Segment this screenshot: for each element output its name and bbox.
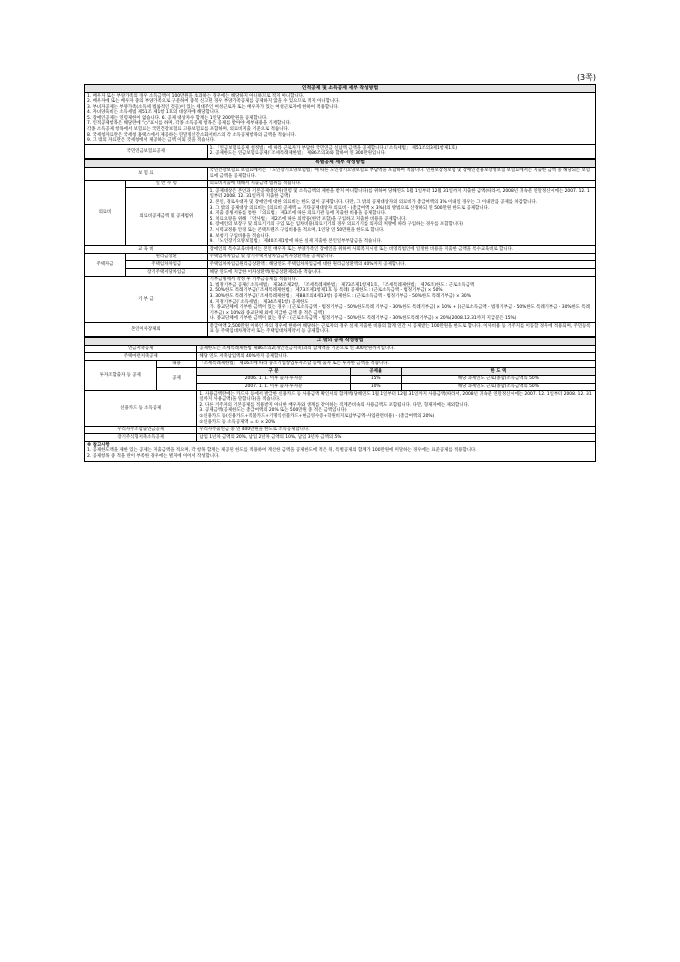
row-label: 원리금상환 bbox=[125, 253, 207, 261]
table-cell: 2006. 1. 1. 이후 출자·투자분 bbox=[197, 375, 350, 383]
row-content: 「조세특례제한법」 제16조에 따라 중소기업창업투자조합 등에 출자 또는 투자한 금액을 적습니다. bbox=[197, 360, 596, 368]
row-label: 보 험 료 bbox=[85, 167, 208, 180]
table-header: 공제율 bbox=[350, 368, 401, 376]
row-label: 연금저축공제 bbox=[85, 345, 197, 353]
row-label: 본인이사장제외 bbox=[85, 323, 208, 336]
instruction-line: 2. 배우자에 또는 배우자 중의 부양가족으로 구분하여 중복 신고된 경우 부양가족공제를 공제하지 않을 수 있으므로 적지 아니합니다. bbox=[87, 99, 340, 105]
table-cell: 10% bbox=[350, 383, 401, 391]
instruction-line: 1. 법정기부금 공제(「소득세법」 제34조제2항, 「조세특례제한법」 제73조제1항제1호, 「조세특례제한법」 제76조)한도 : 근로소득금액 bbox=[209, 282, 475, 288]
row-label: 기 부 금 bbox=[85, 276, 208, 323]
instruction-line: 5. 장애인공제는 연령제한이 없습니다. 6. 공제 대상자수 합계는 1인당 200만원을 공제합니다. bbox=[87, 115, 268, 121]
row-label: 의료비공제금액 및 공제범위 bbox=[125, 188, 207, 246]
table-cell: 2007. 1. 1. 이후 출자·투자분 bbox=[197, 383, 350, 391]
instruction-line: 3. 공제금액(공제한도는 총급여액의 20% 또는 500만원 중 적은 금액입니다) bbox=[199, 408, 347, 414]
instruction-line: 각종 소득공제 항목에서 보험료는 국민건강보험료 고용보험료를 포함하며, 의료비지출 기준으로 적습니다. bbox=[87, 127, 289, 133]
instruction-line: 5. 치료요양을 위해 「약사법」 제2조에 따른 의약품(한약 포함)을 구입하고 지출한 비용을 공제합니다. bbox=[209, 216, 407, 222]
row-label: 장기주택저당차입금 bbox=[125, 269, 207, 277]
table-cell: 해당 과세연도 근로(종합)소득금액의 50% bbox=[401, 375, 595, 383]
table-header: 구 분 bbox=[197, 368, 350, 376]
row-content: 주택임차차입금 및 장기주택저당차입금이자상환액을 공제합니다. bbox=[207, 253, 595, 261]
instruction-line: 2. 50%한도 특례기부금(「조세특례제한법」 제73조제1항제1호 등 특례) 공제한도 : (근로소득금액 - 법정기부금) × 50% bbox=[209, 288, 443, 294]
instruction-line: 나. 종교단체에 기부한 금액이 없는 경우 : (근로소득금액 - 법정기부금 - 50%한도 특례기부금 - 30%한도특례기부금) × 20%(2008.12.31까지 지급분은 15%) bbox=[209, 316, 517, 322]
row-content bbox=[197, 391, 596, 427]
row-label: 우리사주조합출연금공제 bbox=[85, 426, 197, 434]
row-content: 해당 연도에 지급한 이자상환액(원금상환제외)을 적습니다. bbox=[207, 269, 595, 277]
section-instructions bbox=[85, 93, 596, 145]
row-content: 우리사주출연금 중 연 400만원을 한도로 소득공제합니다. bbox=[197, 426, 596, 434]
instruction-line: 8. 국세청자료란은 국세청 홈택스에서 제공하는 연말정산간소화서비스의 각 소득공제항목의 금액을 적습니다. bbox=[87, 132, 297, 138]
page-number: (3쪽) bbox=[576, 73, 596, 82]
group-label: 주택자금 bbox=[85, 253, 126, 276]
instruction-line: 3. 그 밖의 공제대상 의료비는 [의료비 공제액 = 기타공제대상자 의료비 - (총급여액 × 3%)]의 방법으로 산정하되 연 500만원 한도로 공제합니다. bbox=[209, 205, 490, 211]
instruction-line: 1. 배우자 또는 부양가족의 경우 소득금액이 100만원을 초과하는 경우에는 해당하지 아니하므로 적지 아니합니다. bbox=[87, 93, 305, 99]
instruction-line: ②신용카드 등 소득공제액 = ① × 20% bbox=[199, 419, 276, 425]
instruction-line: 7. 시력교정용 안경 또는 콘택트렌즈 구입비용을 적으며, 1인당 연 50만원을 한도로 합니다. bbox=[209, 227, 385, 233]
section-title: 그 밖의 공제 작성방법 bbox=[85, 337, 596, 345]
instruction-line: ①신용카드 등(신용카드+직불카드+기명식선불카드+현금영수증+학원비지로납부금액-사업관련비용) - (총급여액의 20%) bbox=[199, 414, 435, 419]
row-content: 총급여액 2,500만원 이하인 자의 경우에 한하여 해당하는 근로자의 경우 실제 지출한 비용의 합계 연간 시 공제받는 100만원을 한도로 합니다. 이사비용 등 거주지를 이동할 경우에 적용되며, 주민등록표 등 주택임대차계약서 또는 주택임대차계약서 등 공제합니다. bbox=[207, 323, 595, 336]
instruction-line: 4. 지출 증빙서류를 통한 「의료법」 제3조에 따른 의료기관 등에 지출한 비용을 공제합니다. bbox=[209, 211, 387, 217]
instruction-line: 3. 30%한도 특례기부금(「조세특례제한법」 제88조의4제13항) 공제한도 : (근로소득금액 - 법정기부금 - 50%한도 특례기부금) × 30% bbox=[209, 293, 471, 299]
row-content: 납입 1년차 금액의 20%, 납입 2년차 금액의 10%, 납입 3년차 금액의 5% bbox=[197, 434, 596, 442]
row-content: 주택임차차입금원리금상환액 : 해당연도 주택임차차입금에 대한 원리금상환액의 40%까지 공제합니다. bbox=[207, 261, 595, 269]
instruction-line: 3. 부녀자공제는 부양가족(소득세 법률적인 것들)이 있는 세대주인 여성근로자 또는 배우자가 있는 여성근로자에 한하여 적용합니다. bbox=[87, 104, 339, 110]
row-label: 일 반 수 령 bbox=[125, 180, 207, 188]
row-content bbox=[207, 145, 595, 158]
row-label: 주택마련저축공제 bbox=[85, 353, 197, 361]
instruction-line: 4. 자녀양육비는 소득세법 제51조 제1항 1호의 대상자에 해당합니다. bbox=[87, 110, 220, 116]
instruction-line: 9. 「노인장기요양보험법」 제40조제1항에 따른 실제 지출한 본인일부부담금을 적습니다. bbox=[209, 239, 383, 245]
section-special-deduction bbox=[84, 159, 596, 337]
row-label: 주택임차차입금 bbox=[125, 261, 207, 269]
group-label: 의료비 bbox=[85, 180, 126, 246]
section-personal-deduction bbox=[84, 84, 596, 159]
note-line: 1. 공제한도액을 제한 있는 공제는 지출금액을 적으며, 각 항목 합계는 제공된 한도를 적용하여 계산한 금액을 공제한도에 적은 뒤, 특별공제의 합계가 100만원에 미달하는 경우에는 표준공제를 적용합니다. bbox=[87, 448, 477, 454]
row-label: 국민연금보험료공제 bbox=[85, 145, 208, 158]
instruction-line: 7. 인적공제항목은 해당란에 "○"표시를 하며, 각종 소득공제 항목은 공제를 받아야 세부내용을 기재합니다. bbox=[87, 121, 292, 127]
row-content: 공제한도는 조세특례제한법 제86조의2(개인연금저축)과의 합계액을 기준으로 연 300만원까지입니다. bbox=[197, 345, 596, 353]
notes-title: ※ 참고사항 bbox=[87, 442, 110, 448]
instruction-line: 4. 지정기부금(「소득세법」 제34조제1항) 공제한도 bbox=[209, 299, 309, 305]
instruction-line: 기부금명세서 작성 후 기부금공제를 적습니다. bbox=[209, 277, 298, 283]
table-header: 한 도 액 bbox=[401, 368, 595, 376]
sub-label: 공제 bbox=[156, 368, 197, 391]
section-other-deduction bbox=[84, 337, 596, 442]
instruction-line: 1. 사용금액란에는 카드사 등에서 발급한 신용카드 등 사용금액 확인서의 합계액(당해연도 1월 1일부터 12월 31일까지 사용금액(따라서, 2008년 귀속분 연말정산시에는 2007. 12. 1일부터 2008. 12. 31일까지 사용금액)을 말합니다)을 적습니다. bbox=[199, 391, 592, 403]
instruction-line: 1. 「연금보험료공제 설정법」에 따라 근로자가 부담한 국민연금 실납액 금액을 공제합니다.(「소득세법」 제51조의3제1항제1호) bbox=[209, 145, 458, 151]
instruction-line: 2. 본인, 경로우대자 및 장애인에 대한 의료비는 한도 없이 공제합니다. 다만, 그 밖의 공제대상자의 의료비가 총급여액의 3% 이내일 경우는 그 이내만큼 공제를 차감합니다. bbox=[209, 200, 538, 205]
row-content bbox=[207, 188, 595, 246]
instruction-line: 2. 공제한도는 연금보험료공제(「조세특례제한법」 제86조의3)와 합하여 연 300만원입니다. bbox=[209, 151, 387, 157]
instruction-line: 2. 다른 거주자의 기본공제를 적용받지 아니한 배우자와 생계를 같이하는 직계존비속의 사용금액도 포함됩니다. 다만, 형제자매는 제외합니다. bbox=[199, 402, 470, 408]
table-cell: 해당 과세연도 근로(종합)소득금액의 50% bbox=[401, 383, 595, 391]
row-label: 교 육 비 bbox=[85, 246, 208, 254]
instruction-line: 8. 보청기 구입비용을 적습니다. bbox=[209, 233, 271, 239]
row-content: 장애인의 특수교육비에서는 본인 배우자 또는 부양가족인 장애인을 위하여 사회복지시설 또는 비영리법인에 일정한 비용을 지출한 금액을 특수교육비로 합니다. bbox=[207, 246, 595, 254]
instruction-line: 1. 공제대상은 본인과 기본공제대상자(연령 및 소득금액의 제한을 받지 아니합니다)를 위하여 당해연도 1월 1일부터 12월 31일까지 지출한 금액(따라서, 2008년 귀속분 연말정산시에는 2007. 12. 1일부터 2008. 12. 31일까지 지출한 금액) bbox=[209, 188, 590, 200]
row-label: 신용카드 등 소득공제 bbox=[85, 391, 197, 427]
notes-box bbox=[84, 442, 596, 462]
instruction-line: 가. 종교단체에 기부한 금액이 있는 경우 : [근로소득금액 - 법정기부금 - 50%한도특례 기부금 - 30%한도 특례기부금] × 10% + [(근로소득금액 - 법정기부금 - 50%한도 특례기부금 - 30%한도 특례기부금) × 10%와 종교단체 외에 지급한 금액 중 적은 금액] bbox=[209, 305, 590, 316]
section-title: 인적공제 및 소득공제 세부 작성방법 bbox=[85, 85, 596, 93]
row-label: 투자조합출자 등 공제 bbox=[85, 360, 157, 390]
row-label: 장기주식형저축소득공제 bbox=[85, 434, 197, 442]
row-content: 국민건강보험료 보험료에서는 「노인장기요양보험법」에 따른 노인장기요양보험료 부담액을 포함하여 적습니다. 민원보장성보험 및 장애인전용보장성보험 보험료에서는 지출한 금액 중 해당되는 보험료에 금액을 공제합니다. bbox=[207, 167, 595, 180]
row-content bbox=[207, 276, 595, 323]
document-form bbox=[84, 84, 596, 462]
sub-label: 내용 bbox=[156, 360, 197, 368]
row-content: 의료비지출에 대해서 지출금액 범위를 적습니다. bbox=[207, 180, 595, 188]
note-line: 2. 공제항목 중 적을 란이 부족한 경우에는 별지에 이어서 작성합니다. bbox=[87, 454, 220, 460]
table-cell: 15% bbox=[350, 375, 401, 383]
instruction-line: 6. 장애인의 보장구 및 의료기기의 구입 또는 임차비용(의료기기의 경우 의료기기를 의사의 처방에 따라 구입하는 경우를 포함합니다) bbox=[209, 222, 463, 228]
row-content: 해당 연도 저축납입액의 40%까지 공제합니다. bbox=[197, 353, 596, 361]
instruction-line: 9. 그 밖의 자료란은 국세청에서 제공하는 금액 이외 것을 적습니다. bbox=[87, 138, 216, 144]
section-title: 특별공제 세부 작성방법 bbox=[85, 159, 596, 167]
